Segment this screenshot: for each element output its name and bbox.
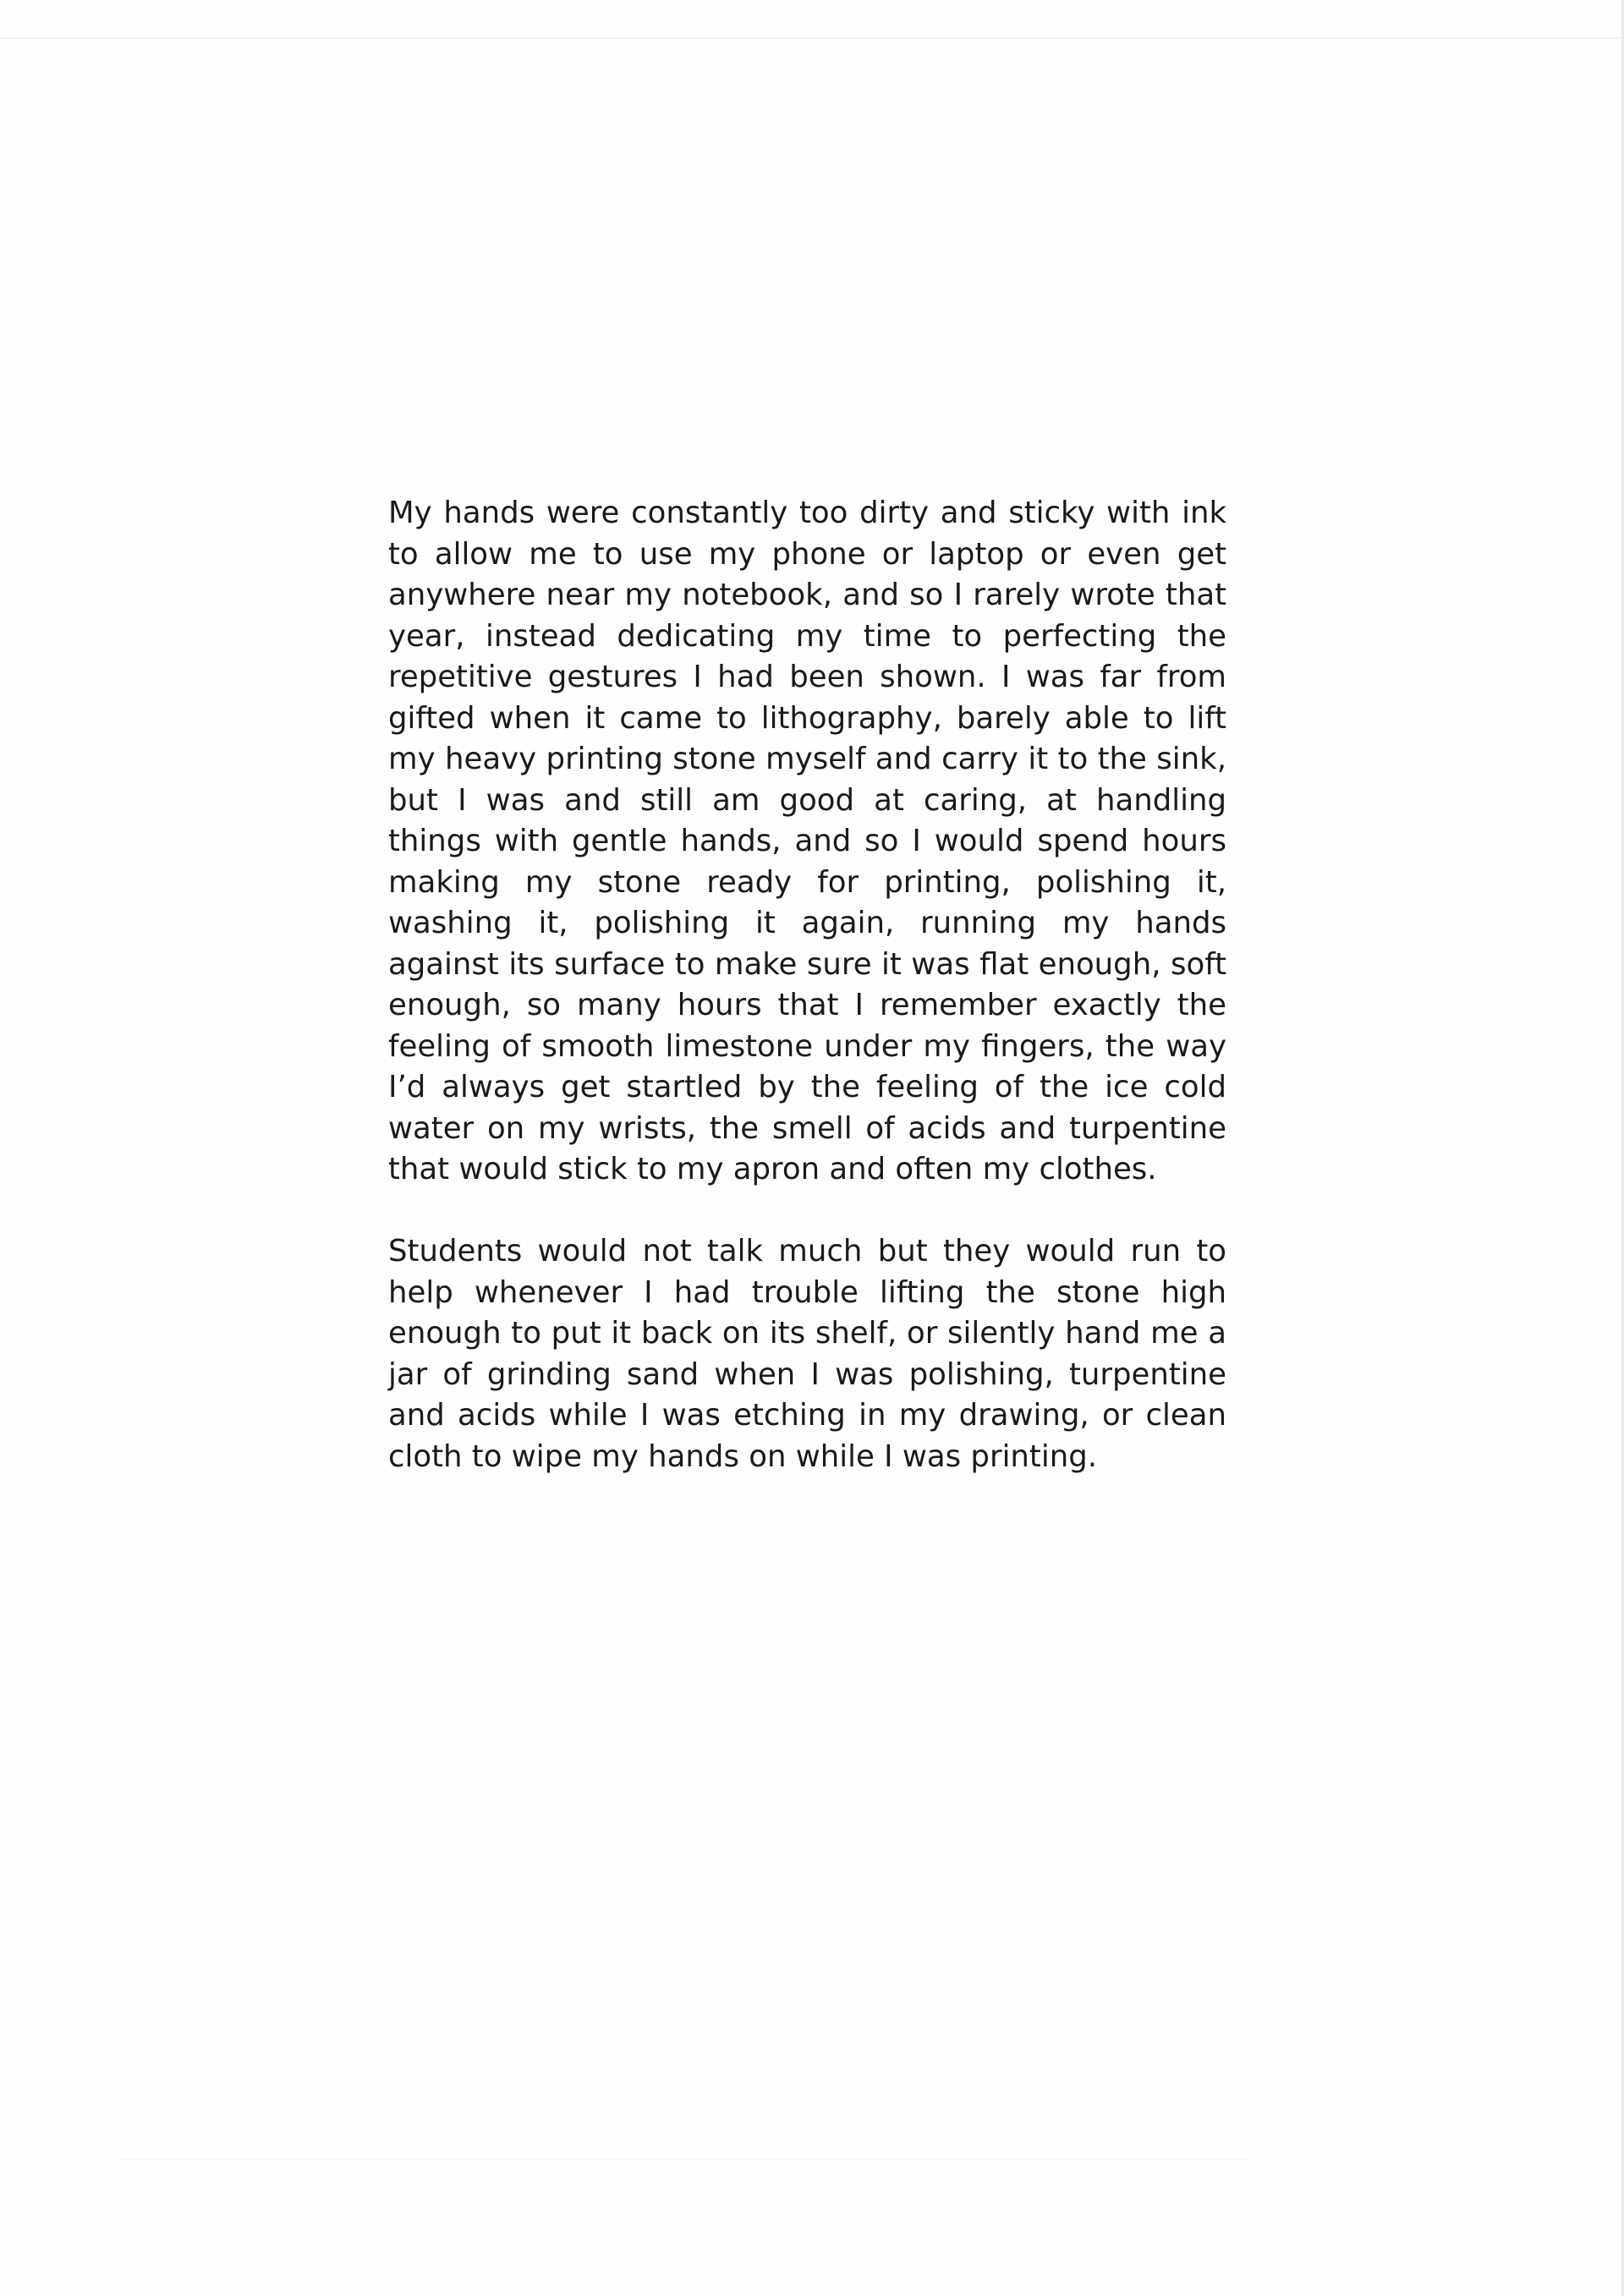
paragraph-1: My hands were constantly too dirty and sticky with ink to allow me to use my phone or laptop or even get anywhere near my notebook, and so I rarely wrote that year, instead dedicating my time to perfecting the repetitive gestures I had been shown. I was far from gifted when it came to lithography, barely able to lift my heavy printing stone myself and carry it to the sink, but I was and still am good at caring, at handling things with gentle hands, and so I would spend hours making my stone ready for printing, polishing it, washing it, polishing it again, running my hands against its surface to make sure it was flat enough, soft enough, so many hours that I remember exactly the feeling of smooth limestone under my fingers, the way I’d always get startled by the feeling of the ice cold water on my wrists, the smell of acids and turpentine that would stick to my apron and often my clothes. — [388, 496, 1226, 1186]
scan-edge-bottom — [118, 2159, 1252, 2160]
body-text — [388, 493, 1226, 1477]
scan-edge-top — [0, 37, 1624, 39]
paragraph-2: Students would not talk much but they would run to help whenever I had trouble lifting the stone high enough to put it back on its shelf, or silently hand me a jar of grinding sand when I was polishing, turpentine and acids while I was etching in my drawing, or clean cloth to wipe my hands on while I was printing. — [388, 1234, 1226, 1474]
